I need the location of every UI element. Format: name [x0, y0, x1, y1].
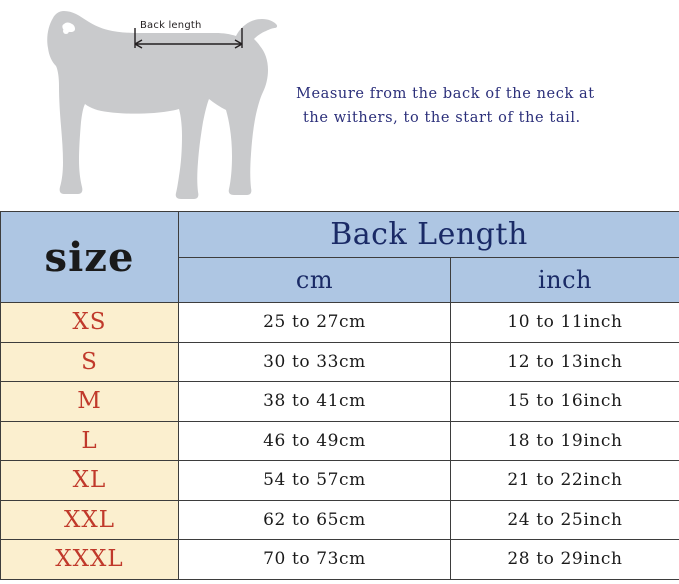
size-table-container: [0, 211, 679, 580]
table-row: [1, 421, 679, 461]
instruction-line-2: the withers, to the start of the tail.: [303, 110, 581, 126]
cell-cm: 38 to 41cm: [179, 382, 451, 422]
cell-cm: 46 to 49cm: [179, 421, 451, 461]
cell-cm: 30 to 33cm: [179, 342, 451, 382]
cell-cm: 62 to 65cm: [179, 500, 451, 540]
cell-inch: 24 to 25inch: [451, 500, 679, 540]
header-unit-cm: cm: [179, 258, 451, 303]
cell-size: XXL: [1, 500, 179, 540]
dog-silhouette-icon: [18, 4, 280, 204]
header-back-length: Back Length: [179, 212, 679, 258]
cell-size: XL: [1, 461, 179, 501]
cell-inch: 21 to 22inch: [451, 461, 679, 501]
table-row: [1, 540, 679, 580]
header-unit-inch: inch: [451, 258, 679, 303]
size-table: [0, 211, 679, 580]
cell-size: M: [1, 382, 179, 422]
table-row: [1, 303, 679, 343]
cell-size: XS: [1, 303, 179, 343]
cell-size: XXXL: [1, 540, 179, 580]
illustration-area: [0, 0, 679, 211]
back-length-measure-label: Back length: [140, 20, 202, 31]
header-size: size: [1, 212, 179, 303]
cell-inch: 10 to 11inch: [451, 303, 679, 343]
cell-cm: 54 to 57cm: [179, 461, 451, 501]
table-row: [1, 461, 679, 501]
instruction-line-1: Measure from the back of the neck at: [296, 86, 595, 102]
measuring-instruction: [296, 82, 666, 130]
table-header-row: [1, 212, 679, 258]
cell-size: S: [1, 342, 179, 382]
cell-size: L: [1, 421, 179, 461]
cell-cm: 25 to 27cm: [179, 303, 451, 343]
cell-inch: 15 to 16inch: [451, 382, 679, 422]
table-row: [1, 500, 679, 540]
table-row: [1, 382, 679, 422]
cell-inch: 18 to 19inch: [451, 421, 679, 461]
cell-inch: 28 to 29inch: [451, 540, 679, 580]
cell-cm: 70 to 73cm: [179, 540, 451, 580]
cell-inch: 12 to 13inch: [451, 342, 679, 382]
table-row: [1, 342, 679, 382]
